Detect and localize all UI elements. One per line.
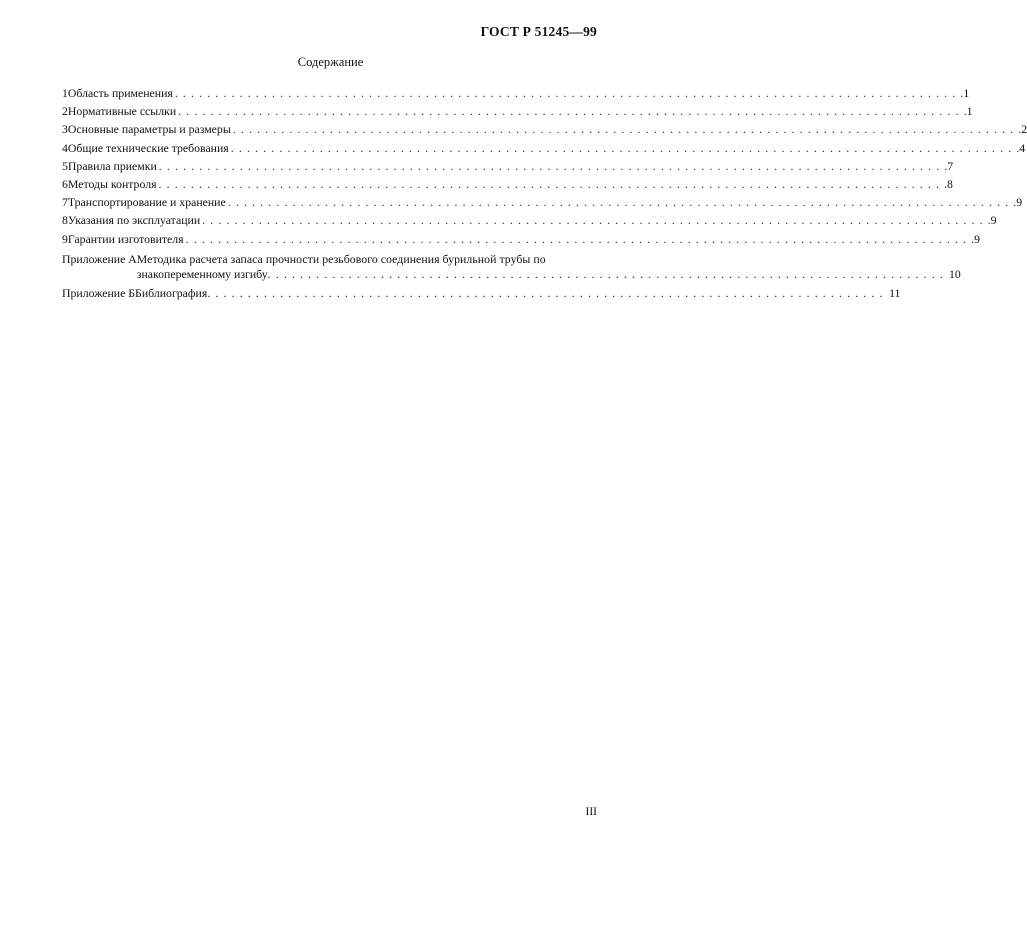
toc-entry[interactable] — [62, 140, 1026, 159]
toc-entry-number: 8 — [62, 213, 68, 228]
toc-entry-page: 1 — [966, 104, 973, 119]
dot-leader — [202, 213, 991, 228]
appendix-title-line1: Методика расчета запаса прочности резьбового соединения бурильной трубы по — [136, 251, 546, 266]
dot-leader — [233, 122, 1022, 137]
toc-entry-page: 4 — [1019, 140, 1026, 155]
dot-leader — [268, 267, 943, 282]
toc-entry-page: 7 — [947, 158, 954, 173]
dot-leader — [186, 232, 975, 247]
toc-entry-number: 7 — [62, 195, 68, 210]
toc-entry-label: Основные параметры и размеры — [67, 122, 231, 137]
toc-entry-page: 9 — [1016, 195, 1023, 210]
toc-entry-label: Методы контроля — [67, 176, 157, 191]
toc-entry-label: Правила приемки — [67, 158, 157, 173]
toc-entry-number: 2 — [62, 104, 68, 119]
toc-entry-page: 9 — [974, 231, 981, 246]
toc-entry[interactable] — [62, 86, 970, 104]
toc-entry-page: 2 — [1021, 122, 1027, 137]
toc-entry-number: 1 — [62, 86, 68, 100]
dot-leader — [178, 104, 967, 119]
toc-entry[interactable] — [62, 104, 973, 122]
toc-entry[interactable] — [62, 176, 953, 195]
toc-entry-page: 9 — [990, 213, 997, 228]
dot-leader — [159, 159, 948, 174]
toc-appendix-a[interactable] — [62, 251, 961, 285]
toc-entry-label: Общие технические требования — [67, 140, 229, 155]
appendix-title-line2: знакопеременному изгибу — [136, 266, 268, 281]
toc-entry-number: 5 — [62, 158, 68, 173]
toc-entry-label: Указания по эксплуатации — [67, 213, 201, 228]
appendix-prefix: Приложение Б — [62, 285, 136, 300]
toc-entry-page: 8 — [947, 176, 953, 191]
toc-entry[interactable] — [62, 213, 997, 231]
dot-leader — [228, 195, 1017, 210]
toc-entry[interactable] — [62, 158, 954, 177]
toc-entry-number: 4 — [62, 140, 68, 155]
appendix-page: 11 — [889, 285, 901, 300]
toc-entry-number: 3 — [62, 122, 68, 137]
toc-entry-label: Нормативные ссылки — [67, 104, 177, 119]
toc-entry[interactable] — [62, 122, 1027, 140]
toc-entry-number: 6 — [62, 176, 68, 191]
appendix-title: Библиография — [135, 285, 208, 300]
dot-leader — [175, 86, 964, 101]
document-header: ГОСТ Р 51245—99 — [480, 24, 597, 39]
dot-leader — [159, 177, 948, 192]
dot-leader — [231, 141, 1020, 156]
dot-leader — [207, 286, 882, 301]
toc-entry-label: Область применения — [67, 86, 173, 100]
toc-entry-page: 1 — [963, 86, 970, 100]
toc-entry[interactable] — [62, 231, 981, 250]
appendix-page: 10 — [948, 266, 961, 281]
toc-entry-label: Транспортирование и хранение — [67, 195, 226, 210]
toc-entry-label: Гарантии изготовителя — [67, 231, 184, 246]
table-of-contents — [62, 86, 1027, 304]
page-title: Содержание — [297, 55, 364, 69]
toc-appendix-b[interactable] — [62, 285, 901, 304]
toc-entry-number: 9 — [62, 231, 68, 246]
page-number: III — [585, 806, 597, 818]
appendix-prefix: Приложение А — [62, 251, 137, 266]
toc-entry[interactable] — [62, 195, 1023, 213]
